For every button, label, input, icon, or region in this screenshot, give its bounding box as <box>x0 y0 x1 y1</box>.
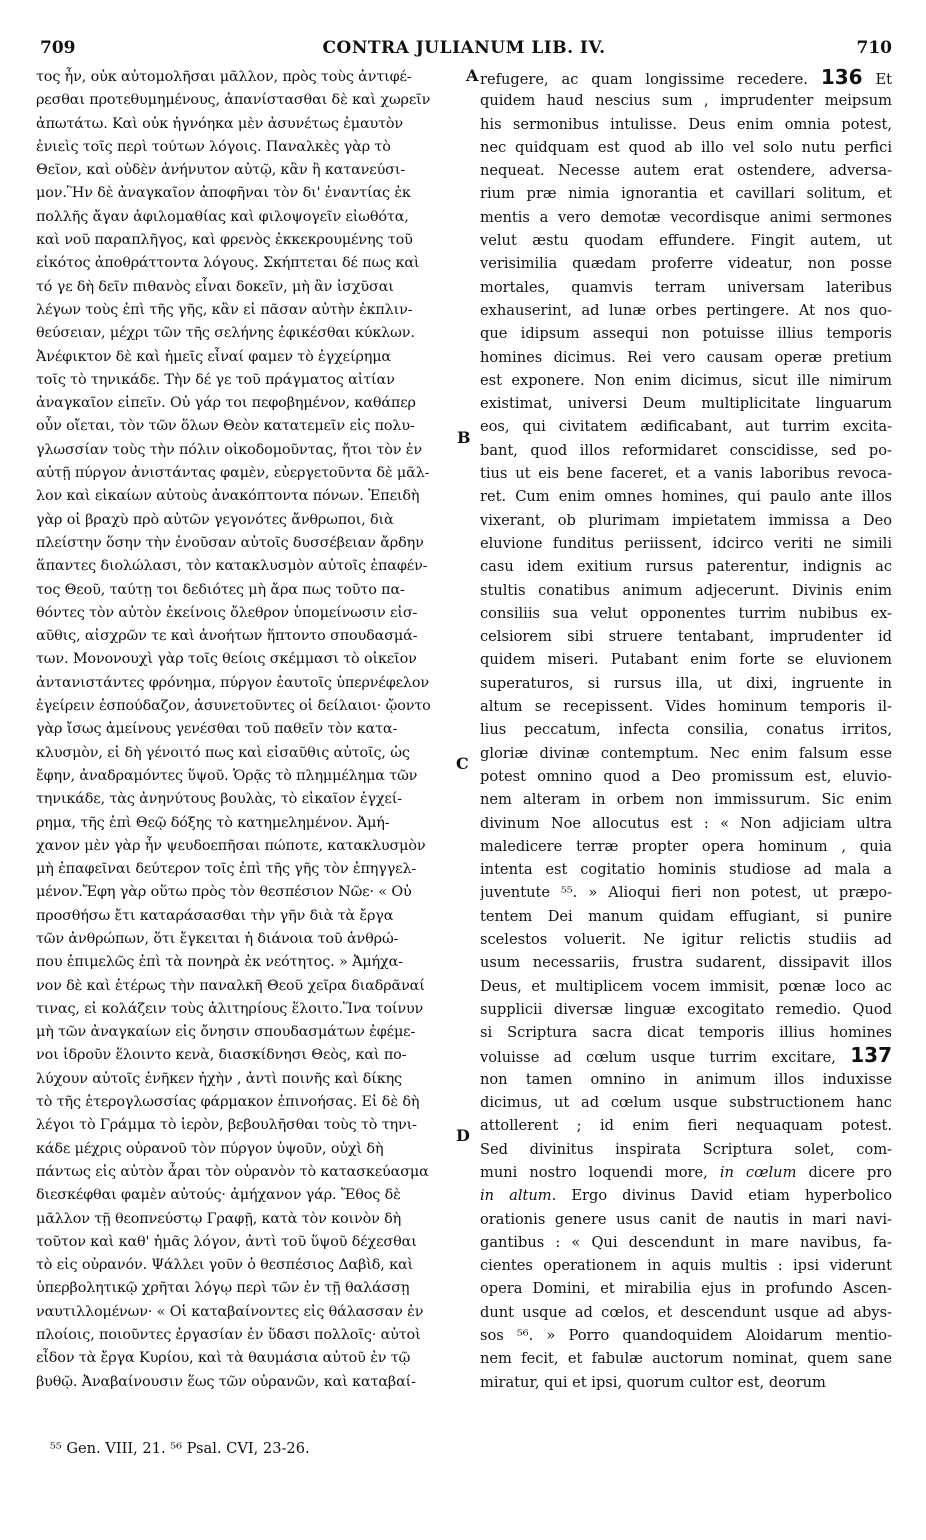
latin-line-tail: Et <box>862 71 892 88</box>
latin-line: quidem miseri. Putabant enim forte se eluvionem <box>480 651 892 669</box>
margin-letter-c: C <box>456 754 469 773</box>
latin-line: dicimus, ut ad cœlum usque substructionem hanc <box>480 1094 892 1112</box>
latin-line: maledicere terræ propter opera hominum , quia <box>480 837 892 855</box>
greek-line: τηνικάδε, τὰς ἀνηνύτους βουλὰς, τὸ εἰκαῖον ἐγχεί- <box>36 791 402 808</box>
latin-line: usum necessariis, frustra sudarent, dissipavit illos <box>480 954 892 972</box>
greek-line: ἀναγκαῖον εἰπεῖν. Οὐ γάρ τοι πεφοβημένον, καθάπερ <box>36 395 416 412</box>
greek-line: γλωσσίαν τοὺς τὴν πόλιν οἰκοδομοῦντας, ἤτοι τὸν ἐν <box>36 441 422 458</box>
greek-line: πλοίοις, ποιοῦντες ἐργασίαν ἐν ὕδασι πολλοῖς· αὐτοὶ <box>36 1327 421 1344</box>
margin-letter-a: A <box>466 66 479 85</box>
greek-line: πλείστην ὅσην τὴν ἐνοῦσαν αὐτοῖς δυσσέβειαν ἄρδην <box>36 534 424 551</box>
greek-line: χανον μὲν γὰρ ἦν ψευδοεπῆσαι πώποτε, κατακλυσμὸν <box>36 837 426 854</box>
latin-line: homines dicimus. Rei vero causam operæ pretium <box>480 348 892 366</box>
latin-line: nem fecit, et fabulæ auctorum nominat, quem sane <box>480 1350 892 1368</box>
latin-italic-phrase: in cœlum <box>719 1163 797 1181</box>
greek-line: λύχουν αὐτοῖς ἐνῆκεν ἠχὴν , ἀντὶ ποινῆς καὶ δίκης <box>36 1070 402 1087</box>
latin-line: eos, qui civitatem ædificabant, aut turrim excita- <box>480 418 892 436</box>
latin-line: quidem haud nescius sum , imprudenter meipsum <box>480 92 892 110</box>
latin-line: dunt usque ad cœlos, et descendunt usque ad abys- <box>480 1303 892 1321</box>
margin-letter-b: B <box>457 428 471 447</box>
latin-line: rium præ nimia ignorantia et cavillari solitum, et <box>480 185 892 203</box>
greek-line: τό γε δὴ δεῖν πιθανὸς εἶναι δοκεῖν, μὴ ἂν ἰσχῦσαι <box>36 278 394 295</box>
greek-line: μένον.Ἔφη γὰρ οὕτω πρὸς τὸν θεσπέσιον Νῶε· « Οὐ <box>36 884 412 901</box>
greek-line: πάντως εἰς αὐτὸν ἆραι τὸν οὐρανὸν τὸ κατασκεύασμα <box>36 1163 429 1180</box>
latin-line: opera Domini, et mirabilia ejus in profundo Ascen- <box>480 1280 892 1298</box>
greek-line: θόντες τὸν αὐτὸν ἐκείνοις ὄλεθρον ὑπομείνωσιν εἰσ- <box>36 604 418 621</box>
greek-line: μᾶλλον τῇ θεοπνεύστῳ Γραφῇ, κατὰ τὸν κοινὸν δὴ <box>36 1210 402 1227</box>
latin-line: non tamen omnino in animum illos induxisse <box>480 1070 892 1088</box>
latin-line: ret. Cum enim omnes homines, qui paulo ante illos <box>480 488 892 506</box>
greek-line: βυθῷ. Ἀναβαίνουσιν ἕως τῶν οὐρανῶν, καὶ καταβαί- <box>36 1373 416 1390</box>
latin-line: celsiorem sibi struere tentabant, imprudenter id <box>480 628 892 646</box>
latin-line: orationis genere usus canit de nautis in mari navi- <box>480 1210 892 1228</box>
latin-line: intenta est cogitatio hominis studiose ad mala a <box>480 861 892 879</box>
latin-line: juventute ⁵⁵. » Alioqui fieri non potest, ut præpo- <box>480 884 892 902</box>
greek-line: των. Μονονουχὶ γὰρ τοῖς θείοις σκέμμασι τὸ οἰκεῖον <box>36 651 417 668</box>
greek-line: νοι ἱδροῦν ἕλοιντο κενὰ, διασκίδνησι Θεὸς, καὶ πο- <box>36 1047 407 1064</box>
greek-line: γὰρ ἴσως ἀμείνους γενέσθαι τοῦ παθεῖν τὸν κατα- <box>36 721 398 738</box>
latin-line: existimat, universi Deum multiplicitate linguarum <box>480 395 892 413</box>
greek-line: αὐτῇ πύργον ἀνιστάντας φαμὲν, εὐεργετοῦντα δὲ μᾶλ- <box>36 465 430 482</box>
greek-line: τὸ τῆς ἑτερογλωσσίας φάρμακον ἐπινοήσας. Εἰ δὲ δὴ <box>36 1094 420 1111</box>
greek-line: κλυσμὸν, εἰ δὴ γένοιτό πως καὶ εἰσαῦθις αὐτοῖς, ὡς <box>36 744 410 761</box>
latin-line: sos ⁵⁶. » Porro quandoquidem Aloidarum mentio- <box>480 1327 892 1345</box>
page-mark-137: 137 <box>850 1044 892 1068</box>
latin-line <box>480 1044 892 1067</box>
latin-line: verisimilia quædam proferre videatur, non posse <box>480 255 892 273</box>
greek-line: καὶ νοῦ παραπλῆγος, καὶ φρενὸς ἐκκεκρουμένης τοῦ <box>36 232 413 249</box>
latin-line-tail: dicere pro <box>796 1163 892 1181</box>
greek-line: ἐνιεὶς τοῖς περὶ τούτων λόγοις. Παναλκὲς γὰρ τὸ <box>36 138 391 155</box>
greek-line: μὴ τῶν ἀναγκαίων εἰς ὄνησιν σπουδασμάτων ἐφέμε- <box>36 1024 416 1041</box>
greek-line: τὸ εἰς οὐρανόν. Ψάλλει γοῦν ὁ θεσπέσιος Δαβὶδ, καὶ <box>36 1257 414 1274</box>
latin-line-text: Ergo divinus David etiam hyperbolico <box>556 1187 892 1205</box>
latin-line: potest omnino quod a Deo promissum est, eluvio- <box>480 767 892 785</box>
greek-line: τος Θεοῦ, ταύτῃ τοι δεδιότες μὴ ἄρα πως τοῦτο πα- <box>36 581 405 598</box>
greek-line: ἀπωτάτω. Καὶ οὐκ ἠγνόηκα μὲν ἀσυνέτως ἐμαυτὸν <box>36 115 404 132</box>
greek-line: λέγων τοὺς ἐπὶ τῆς γῆς, κἂν εἰ πᾶσαν αὐτὴν ἐκπλιν- <box>36 301 413 318</box>
greek-line: εἶδον τὰ ἔργα Κυρίου, καὶ τὰ θαυμάσια αὐτοῦ ἐν τῷ <box>36 1350 411 1367</box>
greek-line: ἅπαντες διολώλασι, τὸν κατακλυσμὸν αὐτοῖς ἐπαφέν- <box>36 558 428 575</box>
latin-line: casu idem exitium rursus paterentur, indignis ac <box>480 558 892 576</box>
greek-line: Ἀνέφικτον δὲ καὶ ἡμεῖς εἶναί φαμεν τὸ ἐγχείρημα <box>36 348 391 365</box>
greek-line: ναυτιλλομένων· « Οἱ καταβαίνοντες εἰς θάλασσαν ἐν <box>36 1303 424 1320</box>
latin-line: tius ut eis bene faceret, et a vanis laboribus revoca- <box>480 465 892 483</box>
latin-line: velut æstu quodam effundere. Fingit autem, ut <box>480 232 892 250</box>
latin-line <box>480 1161 892 1184</box>
latin-line: cientes operationem in aquis multis : ipsi viderunt <box>480 1257 892 1275</box>
latin-line: mentis a vero demotæ vecordisque animi sermones <box>480 208 892 226</box>
latin-line: nequeat. Necesse autem erat ostendere, adversa- <box>480 162 892 180</box>
latin-line: nec quidquam est quod ab illo vel solo nutu perfici <box>480 138 892 156</box>
greek-line: μὴ ἐπαφεῖναι δεύτερον τοῖς ἐπὶ τῆς γῆς τὸν ἐπηγγελ- <box>36 861 417 878</box>
latin-line: Sed divinitus inspirata Scriptura solet, com- <box>480 1140 892 1158</box>
latin-column <box>480 66 892 1394</box>
latin-line: que idipsum assequi non potuisse illius temporis <box>480 325 892 343</box>
greek-line: προσθήσω ἔτι καταράσασθαι τὴν γῆν διὰ τὰ ἔργα <box>36 907 394 924</box>
latin-line: exhauserint, ad lunæ orbes pertingere. At nos quo- <box>480 301 892 319</box>
latin-line: nem alteram in orbem non immissurum. Sic enim <box>480 791 892 809</box>
greek-line: λέγοι τὸ Γράμμα τὸ ἱερὸν, βεβουλῆσθαι τοὺς τὸ τηνι- <box>36 1117 417 1134</box>
greek-line: ὑπερβολητικῷ χρῆται λόγῳ περὶ τῶν ἐν τῇ θαλάσσῃ <box>36 1280 410 1297</box>
latin-line: Deus, et multiplicem vocem immisit, pœnæ loco ac <box>480 977 892 995</box>
greek-line: ἐγείρειν ἐσπούδαζον, ἀσυνετοῦντες οἱ δείλαιοι· ᾤοντο <box>36 698 431 715</box>
greek-line: τος ἦν, οὐκ αὐτομολῆσαι μᾶλλον, πρὸς τοὺς ἀντιφέ- <box>36 69 412 85</box>
latin-line <box>480 66 892 89</box>
greek-line: πολλῆς ἄγαν ἀφιλομαθίας καὶ φιλοψογεῖν εἰωθότα, <box>36 208 409 225</box>
footnote: ⁵⁵ Gen. VIII, 21. ⁵⁶ Psal. CVI, 23-26. <box>50 1440 310 1457</box>
latin-line: tentem Dei manum quidam effugiant, si punire <box>480 907 892 925</box>
greek-column <box>36 66 466 1394</box>
latin-line: supplicii diversæ linguæ excogitato remedio. Quod <box>480 1000 892 1018</box>
greek-line: διεσκέφθαι φαμὲν αὐτούς· ἀμήχανον γάρ. Ἔθος δὲ <box>36 1187 401 1204</box>
latin-line: eluvione funditus periissent, idcirco veriti ne simili <box>480 534 892 552</box>
greek-line: ρημα, τῆς ἐπὶ Θεῷ δόξης τὸ κατημελημένον. Ἀμή- <box>36 814 390 831</box>
margin-letter-d: D <box>456 1126 470 1145</box>
greek-line: γὰρ οἱ βραχὺ πρὸ αὐτῶν γεγονότες ἄνθρωποι, διὰ <box>36 511 394 528</box>
greek-line: ἔφην, ἀναδραμόντες ὕψοῦ. Ὁρᾷς τὸ πλημμέλημα τῶν <box>36 767 418 784</box>
greek-line: Θεῖον, καὶ οὐδὲν ἀνήνυτον αὐτῷ, κἂν ἢ κατανεύσι- <box>36 162 406 179</box>
latin-line: bant, quod illos reformidaret conscidisse, sed po- <box>480 441 892 459</box>
latin-line-text: voluisse ad cœlum usque turrim excitare, <box>480 1049 851 1067</box>
page-mark-136: 136 <box>820 66 863 89</box>
latin-line: consiliis sua velut opponentes turrim nubibus ex- <box>480 604 892 622</box>
latin-line: miratur, qui et ipsi, quorum cultor est, deorum <box>480 1373 826 1391</box>
latin-line: scelestos voluerit. Ne igitur relictis studiis ad <box>480 930 892 948</box>
latin-line: lius peccatum, infecta consilia, conatus irritos, <box>480 721 892 739</box>
latin-line: si Scriptura sacra dicat temporis illius homines <box>480 1024 892 1042</box>
page-number-right: 710 <box>856 38 892 58</box>
latin-line: attollerent ; id enim fieri nequaquam potest. <box>480 1117 892 1135</box>
latin-line-text: refugere, ac quam longissime recedere. <box>480 71 821 88</box>
greek-line: που ἐπιμελῶς ἐπὶ τὰ πονηρὰ ἐκ νεότητος. » Ἀμήχα- <box>36 954 403 971</box>
running-title: CONTRA JULIANUM LIB. IV. <box>322 38 606 58</box>
greek-line: εἰκότος ἀποθράττοντα λόγους. Σκήπτεται δέ πως καὶ <box>36 255 420 272</box>
greek-line: τοῖς τὸ τηνικάδε. Τὴν δέ γε τοῦ πράγματος αἰτίαν <box>36 371 395 388</box>
latin-line: superaturos, si rursus illa, ut dixi, ingruente in <box>480 674 892 692</box>
greek-line: τινας, εἰ κολάζειν τοὺς ἀλιτηρίους ἕλοιτο.Ἵνα τοίνυν <box>36 1000 424 1017</box>
greek-line: τοῦτον καὶ καθ' ἡμᾶς λόγον, ἀντὶ τοῦ ὕψοῦ δέχεσθαι <box>36 1233 417 1250</box>
greek-line: ἀντανιστάντες φρόνημα, πύργον ἑαυτοῖς ὑπερνέφελον <box>36 674 430 691</box>
greek-line: αῦθις, αἰσχρῶν τε καὶ ἀνοήτων ἥπτοντο σπουδασμά- <box>36 628 418 645</box>
latin-italic-phrase: in altum. <box>480 1187 557 1205</box>
greek-line: θεύσειαν, μέχρι τῶν τῆς σελήνης ἐφικέσθαι κύκλων. <box>36 325 415 342</box>
latin-line: altum se recepissent. Vides hominum temporis il- <box>480 698 892 716</box>
greek-line: νον δὲ καὶ ἑτέρως τὴν παναλκῆ Θεοῦ χεῖρα διαδρᾶναί <box>36 977 425 994</box>
latin-line: divinum Noe allocutus est : « Non adjiciam ultra <box>480 814 892 832</box>
greek-line: τῶν ἀνθρώπων, ὅτι ἔγκειται ἡ διάνοια τοῦ ἀνθρώ- <box>36 930 399 947</box>
latin-line-text: muni nostro loquendi more, <box>480 1163 720 1181</box>
page-header <box>36 38 892 60</box>
greek-line: λον καὶ εἰκαίων αὐτοὺς ἀνακόπτοντα πόνων. Ἐπειδὴ <box>36 488 420 505</box>
latin-line: stultis conatibus animum adjecerunt. Divinis enim <box>480 581 892 599</box>
latin-line: est exponere. Non enim dicimus, sicut ille nimirum <box>480 371 892 389</box>
greek-line: ρεσθαι προτεθυμημένους, ἀπανίστασθαι δὲ καὶ χωρεῖν <box>36 92 431 109</box>
latin-line: vixerant, ob plurimam impietatem immissa a Deo <box>480 511 892 529</box>
latin-line <box>480 1184 892 1207</box>
latin-line: gantibus : « Qui descendunt in mare navibus, fa- <box>480 1233 892 1251</box>
latin-line: gloriæ divinæ contemptum. Nec enim falsum esse <box>480 744 892 762</box>
greek-line: κάδε μέχρις οὐρανοῦ τὸν πύργον ὑψοῦν, οὐχὶ δὴ <box>36 1140 384 1157</box>
greek-line: οὖν οἴεται, τὸν τῶν ὅλων Θεὸν κατατεμεῖν εἰς πολυ- <box>36 418 415 435</box>
greek-line: μον.Ἣν δὲ ἀναγκαῖον ἀποφῆναι τὸν δι' ἐναντίας ἐκ <box>36 185 411 202</box>
latin-line: mortales, quamvis terram universam lateribus <box>480 278 892 296</box>
latin-line: his sermonibus intulisse. Deus enim omnia potest, <box>480 115 892 133</box>
page-number-left: 709 <box>40 38 76 58</box>
